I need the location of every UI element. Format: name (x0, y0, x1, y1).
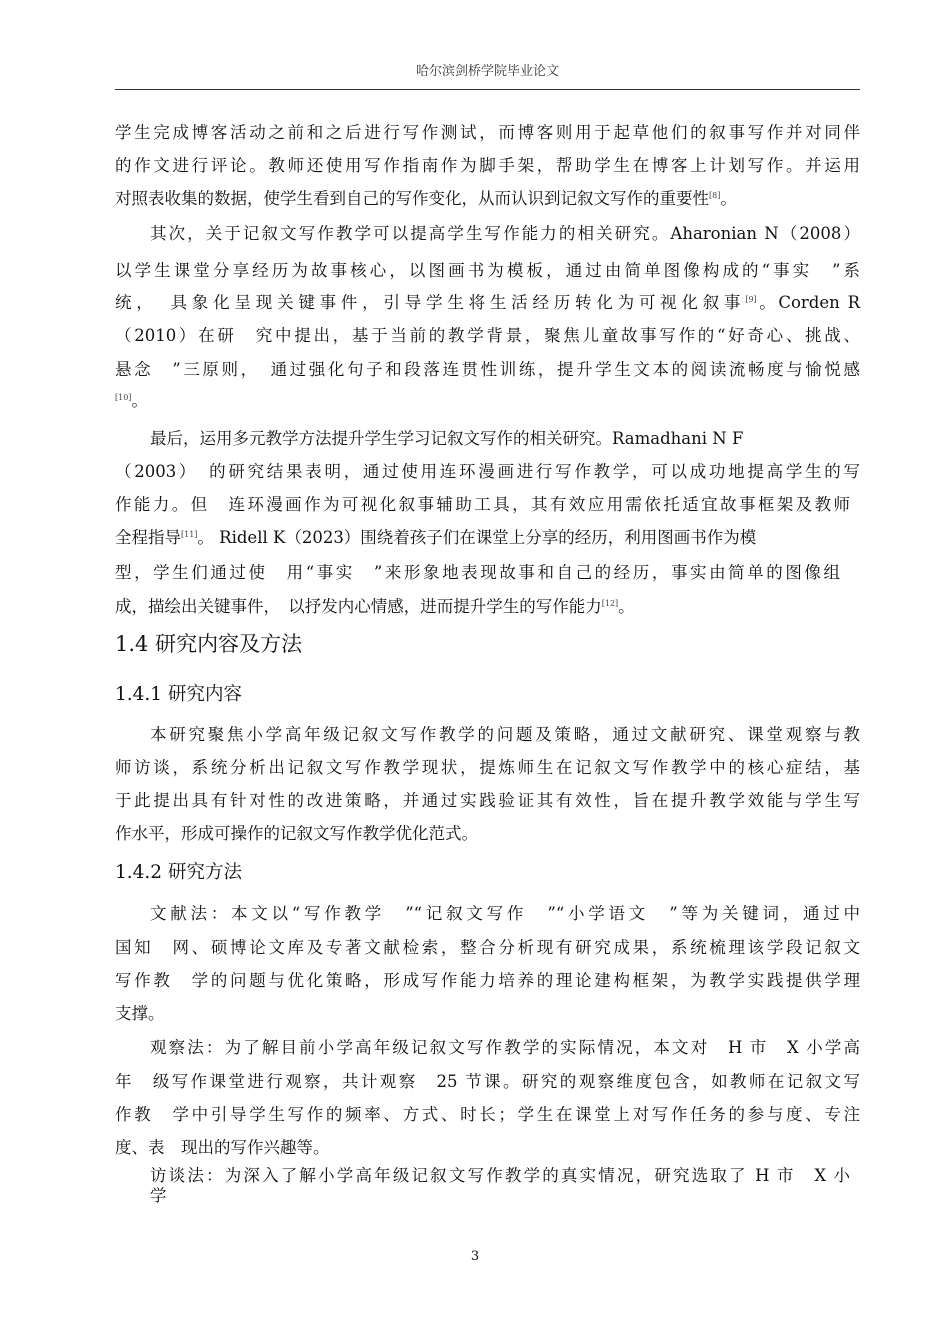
citation-ref: [12] (601, 599, 619, 608)
paragraph-line: 作教 学中引导学生写作的频率、方式、时长；学生在课堂上对写作任务的参与度、专注 (115, 1105, 860, 1124)
page-number: 3 (470, 1249, 480, 1264)
paragraph-line: （2010）在研 究中提出，基于当前的教学背景，聚焦儿童故事写作的“好奇心、挑战、 (115, 326, 860, 345)
paragraph-line: 师访谈，系统分析出记叙文写作教学现状，提炼师生在记叙文写作教学中的核心症结，基 (115, 758, 860, 777)
paragraph-line: 作能力。但 连环漫画作为可视化叙事辅助工具，其有效应用需依托适宜故事框架及教师 (115, 495, 850, 514)
paragraph-line: 学 (150, 1186, 167, 1205)
citation-ref: [8] (709, 191, 721, 200)
paragraph-line: 的作文进行评论。教师还使用写作指南作为脚手架，帮助学生在博客上计划写作。并运用 (115, 156, 860, 175)
subsection-heading: 1.4.1 研究内容 (115, 684, 242, 705)
paragraph-line: 支撑。 (115, 1004, 165, 1023)
paragraph-line: 国知 网、硕博论文库及专著文献检索，整合分析现有研究成果，系统梳理该学段记叙文 (115, 938, 860, 957)
citation-ref: [11] (181, 530, 198, 539)
paragraph-line: 成，描绘出关键事件， 以抒发内心情感，进而提升学生的写作能力[12]。 (115, 597, 635, 616)
paragraph-line: 最后，运用多元教学方法提升学生学习记叙文写作的相关研究。Ramadhani N F (150, 429, 744, 448)
paragraph-line: 统， 具象化呈现关键事件，引导学生将生活经历转化为可视化叙事[9]。Corden R (115, 293, 860, 312)
paragraph-line: [10]。 (115, 391, 148, 410)
section-heading: 1.4 研究内容及方法 (115, 632, 303, 656)
page-header: 哈尔滨剑桥学院毕业论文 (115, 60, 860, 90)
paragraph-line: 以学生课堂分享经历为故事核心，以图画书为模板，通过由简单图像构成的“事实 ”系 (115, 261, 860, 280)
paragraph-line: （2003） 的研究结果表明，通过使用连环漫画进行写作教学，可以成功地提高学生的写 (115, 462, 860, 481)
paragraph-line: 学生完成博客活动之前和之后进行写作测试，而博客则用于起草他们的叙事写作并对同伴 (115, 123, 860, 142)
subsection-heading: 1.4.2 研究方法 (115, 862, 242, 883)
paragraph-line: 对照表收集的数据，使学生看到自己的写作变化，从而认识到记叙文写作的重要性[8]。 (115, 189, 737, 208)
paragraph-line: 其次，关于记叙文写作教学可以提高学生写作能力的相关研究。Aharonian N（2008） (150, 224, 860, 243)
paragraph-line: 访谈法：为深入了解小学高年级记叙文写作教学的真实情况，研究选取了 H 市 X 小 (150, 1166, 850, 1185)
paragraph-line: 悬念 ”三原则， 通过强化句子和段落连贯性训练，提升学生文本的阅读流畅度与愉悦感 (115, 360, 860, 379)
paragraph-line: 作水平，形成可操作的记叙文写作教学优化范式。 (115, 824, 478, 843)
paragraph-line: 型，学生们通过使 用“事实 ”来形象地表现故事和自己的经历，事实由简单的图像组 (115, 563, 840, 582)
paragraph-line: 度、表 现出的写作兴趣等。 (115, 1138, 330, 1157)
paragraph-line: 年 级写作课堂进行观察，共计观察 25 节课。研究的观察维度包含，如教师在记叙文写 (115, 1072, 860, 1091)
citation-ref: [10] (115, 393, 132, 402)
paragraph-line: 于此提出具有针对性的改进策略，并通过实践验证其有效性，旨在提升教学效能与学生写 (115, 791, 860, 810)
paragraph-line: 观察法：为了解目前小学高年级记叙文写作教学的实际情况，本文对 H 市 X 小学高 (150, 1038, 860, 1057)
paragraph-line: 文献法：本文以“写作教学 ”“记叙文写作 ”“小学语文 ”等为关键词，通过中 (150, 904, 860, 923)
paragraph-line: 写作教 学的问题与优化策略，形成写作能力培养的理论建构框架，为教学实践提供学理 (115, 971, 860, 990)
paragraph-line: 本研究聚焦小学高年级记叙文写作教学的问题及策略，通过文献研究、课堂观察与教 (150, 725, 860, 744)
citation-ref: [9] (745, 295, 757, 304)
paragraph-line: 全程指导[11]。 Ridell K（2023）围绕着孩子们在课堂上分享的经历，利用图画书作为模 (115, 528, 757, 547)
